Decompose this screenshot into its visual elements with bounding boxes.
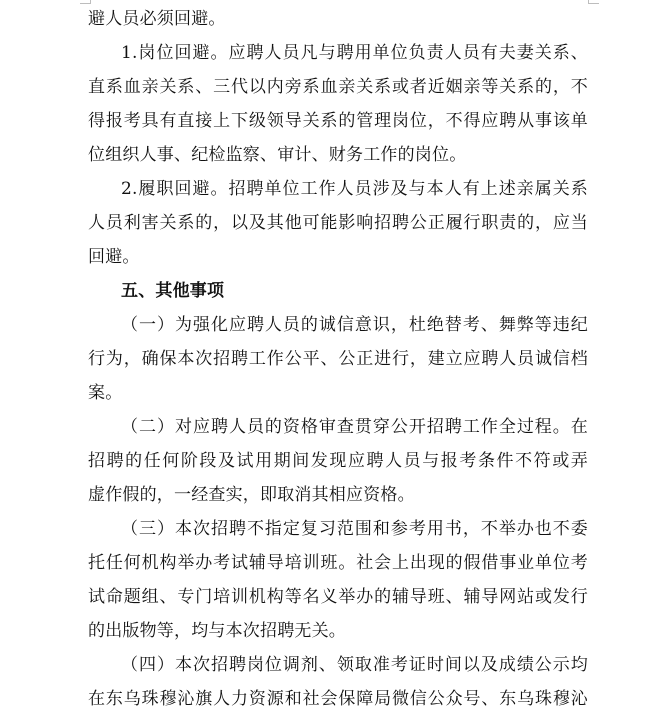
text-line: 托任何机构举办考试辅导培训班。社会上出现的假借事业单位考	[88, 553, 588, 573]
text-line: 得报考具有直接上下级领导关系的管理岗位，不得应聘从事该单	[88, 111, 588, 131]
text-line: 2.履职回避。招聘单位工作人员涉及与本人有上述亲属关系	[121, 179, 588, 199]
text-line: 避人员必须回避。	[88, 9, 226, 29]
text-line: （四）本次招聘岗位调剂、领取准考证时间以及成绩公示均	[121, 655, 588, 675]
text-line: （三）本次招聘不指定复习范围和参考用书，不举办也不委	[121, 519, 588, 539]
text-line: 在东乌珠穆沁旗人力资源和社会保障局微信公众号、东乌珠穆沁	[88, 689, 588, 709]
text-line: 试命题组、专门培训机构等名义举办的辅导班、辅导网站或发行	[88, 587, 588, 607]
text-line: 的出版物等，均与本次招聘无关。	[88, 621, 346, 641]
text-line: （二）对应聘人员的资格审查贯穿公开招聘工作全过程。在	[121, 417, 588, 437]
page-corner-mark-right	[588, 0, 599, 4]
text-line: 行为，确保本次招聘工作公平、公正进行，建立应聘人员诚信档	[88, 349, 588, 369]
text-line: 人员利害关系的，以及其他可能影响招聘公正履行职责的，应当	[88, 213, 588, 233]
text-line: 虚作假的，一经查实，即取消其相应资格。	[88, 485, 415, 505]
text-line: 招聘的任何阶段及试用期间发现应聘人员与报考条件不符或弄	[88, 451, 588, 471]
section-heading: 五、其他事项	[121, 281, 225, 301]
text-line: 位组织人事、纪检监察、审计、财务工作的岗位。	[88, 145, 467, 165]
text-line: 案。	[88, 383, 123, 403]
text-line: （一）为强化应聘人员的诚信意识，杜绝替考、舞弊等违纪	[121, 315, 588, 335]
text-line: 回避。	[88, 247, 140, 267]
text-line: 直系血亲关系、三代以内旁系血亲关系或者近姻亲等关系的，不	[88, 77, 588, 97]
text-line: 1.岗位回避。应聘人员凡与聘用单位负责人员有夫妻关系、	[121, 43, 588, 63]
